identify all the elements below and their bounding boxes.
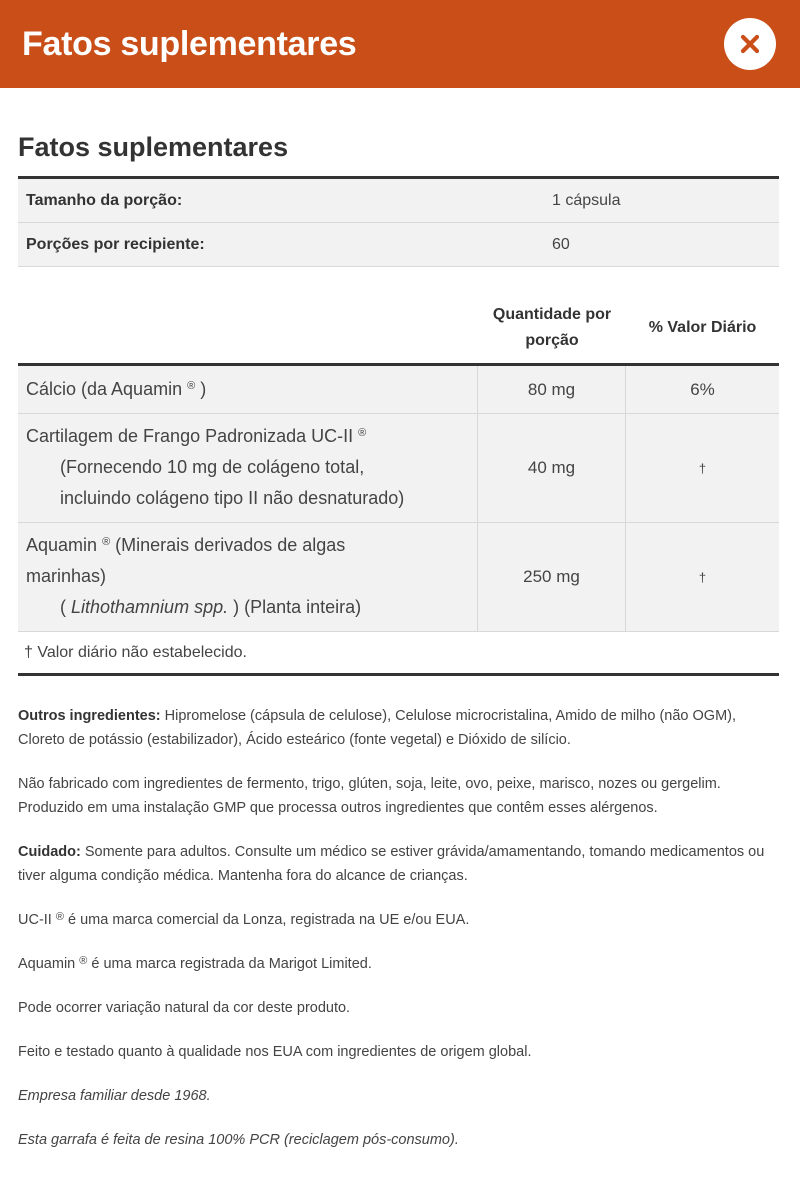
close-icon [739, 33, 761, 55]
other-ingredients: Outros ingredientes: Hipromelose (cápsula de celulose), Celulose microcristalina, Amido de milho (não OGM), Cloreto de potássio (estabilizador), Ácido esteárico (fonte vegetal) e Dióxido de silício. [18, 708, 737, 748]
amount-header-line2: porção [525, 331, 579, 349]
aquamin-trademark: Aquamin ® é uma marca registrada da Marigot Limited. [18, 955, 372, 972]
nutrient-detail: (Fornecendo 10 mg de colágeno total, [60, 457, 365, 477]
serving-size-label: Tamanho da porção: [26, 191, 183, 209]
made-in-note: Feito e testado quanto à qualidade nos EUA com ingredientes de origem global. [18, 1044, 532, 1060]
nutrient-detail: ( Lithothamnium spp. ) (Planta inteira) [60, 597, 362, 617]
table-row [18, 414, 779, 523]
bottle-note: Esta garrafa é feita de resina 100% PCR (reciclagem pós-consumo). [18, 1132, 459, 1148]
serving-size-value: 1 cápsula [552, 191, 621, 209]
daily-value-header: % Valor Diário [648, 318, 757, 336]
modal-title: Fatos suplementares [22, 24, 357, 63]
nutrient-name: Cartilagem de Frango Padronizada UC-II ® (Fornecendo 10 mg de colágeno total, incluindo colágeno tipo II não desnaturado) [18, 414, 478, 522]
nutrient-daily-value: † [698, 569, 707, 585]
amount-per-serving-header [478, 302, 626, 354]
table-row [18, 366, 779, 414]
nutrient-amount: 40 mg [478, 414, 626, 522]
nutrient-name: Cálcio (da Aquamin ® ) [18, 366, 478, 413]
color-variation-note: Pode ocorrer variação natural da cor deste produto. [18, 1000, 351, 1016]
nutrient-name: Aquamin ® (Minerais derivados de algas marinhas) ( Lithothamnium spp. ) (Planta inteira) [18, 523, 478, 631]
product-notes [18, 704, 778, 1172]
modal-header [0, 0, 800, 88]
nutrient-daily-value: 6% [690, 379, 715, 399]
nutrient-amount: 80 mg [478, 366, 626, 413]
section-title: Fatos suplementares [18, 132, 289, 162]
serving-table [18, 176, 779, 267]
facts-footnote: † Valor diário não estabelecido. [18, 632, 779, 676]
ucii-trademark: UC-II ® é uma marca comercial da Lonza, registrada na UE e/ou EUA. [18, 911, 470, 928]
servings-per-container-label: Porções por recipiente: [26, 235, 205, 253]
family-business-note: Empresa familiar desde 1968. [18, 1088, 211, 1104]
nutrient-daily-value: † [698, 460, 707, 476]
table-row [18, 523, 779, 632]
close-button[interactable] [724, 18, 776, 70]
caution-statement: Cuidado: Somente para adultos. Consulte um médico se estiver grávida/amamentando, tomando medicamentos ou tiver alguma condição médica. Mantenha fora do alcance de crianças. [18, 844, 765, 884]
facts-table [18, 292, 779, 676]
amount-header-line1: Quantidade por [492, 305, 612, 323]
serving-size-row [18, 179, 779, 223]
servings-per-container-value: 60 [552, 235, 570, 253]
allergen-statement: Não fabricado com ingredientes de fermento, trigo, glúten, soja, leite, ovo, peixe, marisco, nozes ou gergelim. Produzido em uma instalação GMP que processa outros ingredientes que contêm esses alérgenos. [18, 776, 721, 816]
facts-table-header [18, 292, 779, 366]
nutrient-detail: incluindo colágeno tipo II não desnaturado) [60, 488, 405, 508]
servings-per-container-row [18, 223, 779, 267]
nutrient-amount: 250 mg [478, 523, 626, 631]
